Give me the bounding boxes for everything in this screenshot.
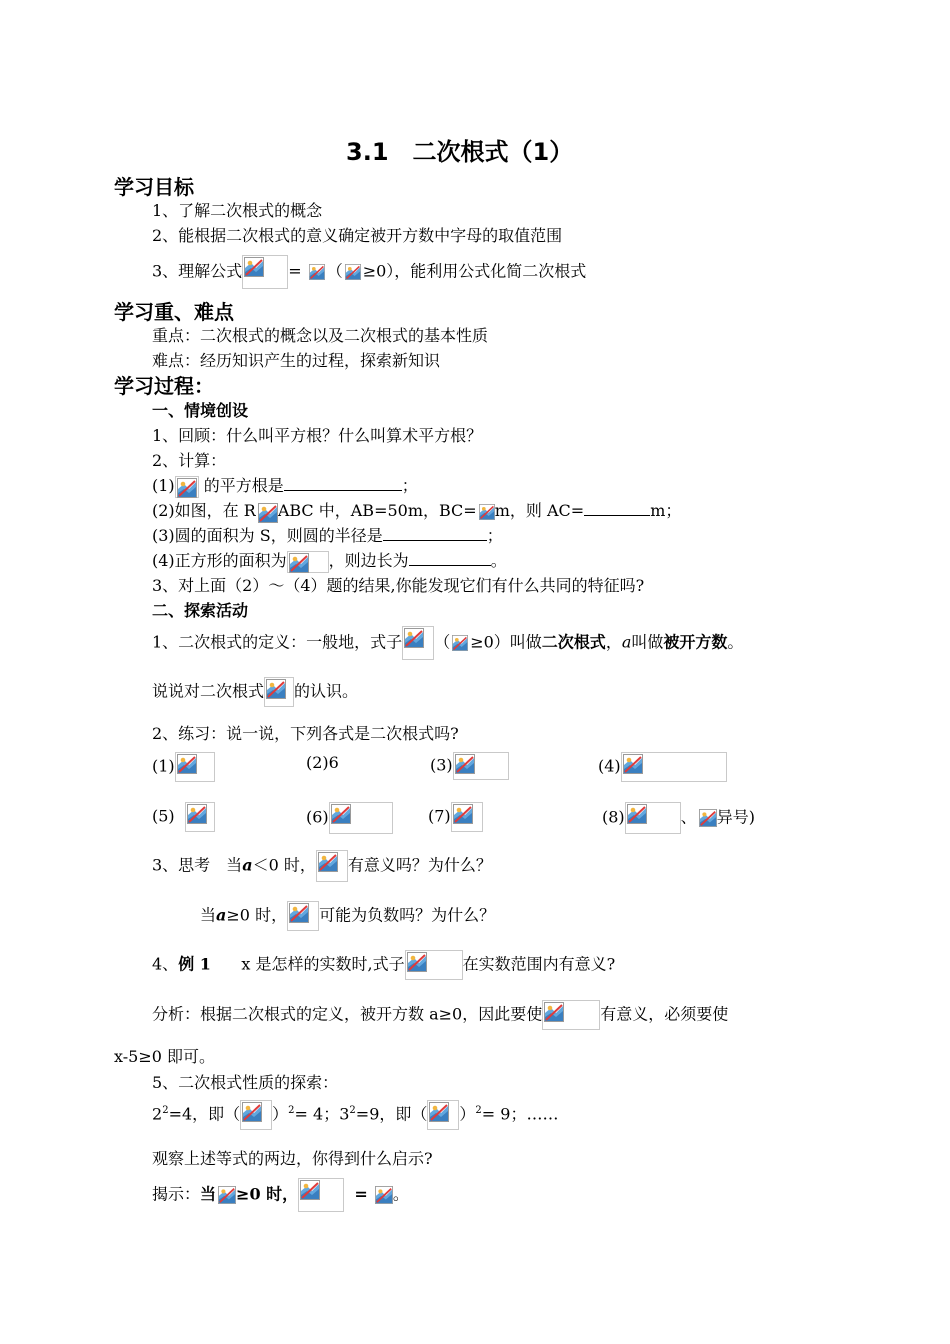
text: = [354, 1184, 368, 1204]
term-radical: 二次根式 [541, 632, 606, 652]
text: （ [326, 261, 343, 281]
text: 3、思考 当 [152, 855, 243, 875]
calc-item-4 [152, 549, 507, 573]
formula-image [697, 807, 717, 829]
formula-image [242, 255, 288, 289]
part-heading-explore: 二、探索活动 [152, 601, 249, 620]
text: 4、 [152, 954, 179, 974]
text: = [288, 261, 302, 281]
formula-image [450, 633, 470, 653]
question-1: 1、回顾：什么叫平方根？什么叫算术平方根？ [152, 426, 483, 445]
text: =4，即（ [168, 1104, 241, 1124]
answer-blank [409, 549, 491, 566]
example-1 [152, 950, 615, 980]
exercise-5 [152, 802, 215, 832]
formula-image [373, 1184, 393, 1206]
text: ＜0 时， [252, 855, 316, 875]
analysis-line-2: x-5≥0 即可。 [114, 1047, 216, 1066]
text: 说说对二次根式 [152, 681, 265, 701]
calc-item-1 [152, 474, 418, 498]
text: 2 [152, 1104, 163, 1124]
section-heading-keypoints: 学习重、难点 [114, 300, 234, 324]
variable-a: a [621, 632, 632, 652]
goal-item-1: 1、了解二次根式的概念 [152, 201, 323, 220]
question-3: 3、对上面（2）～（4）题的结果,你能发现它们有什么共同的特征吗? [152, 576, 645, 595]
text: (4) [598, 756, 621, 776]
section-heading-process: 学习过程： [114, 374, 214, 398]
exponent: 2 [349, 1105, 356, 1117]
formula-image [264, 677, 294, 707]
formula-image [402, 626, 434, 660]
formula-image [256, 501, 278, 523]
text: 1、二次根式的定义：一般地，式子 [152, 632, 403, 652]
variable-a: a [242, 855, 253, 875]
text: (1) [152, 476, 175, 495]
formula-image [451, 802, 483, 832]
analysis-line [152, 1000, 728, 1030]
exercise-2: (2)6 [306, 753, 339, 772]
text: 异号) [716, 807, 755, 827]
text: (3) [430, 755, 453, 775]
formula-image [287, 901, 319, 931]
text: 当 [200, 905, 217, 925]
text: 、 [680, 807, 697, 827]
formula-image [287, 551, 329, 573]
exercise-7 [428, 802, 483, 832]
formula-image [477, 502, 495, 522]
text: ≥0），能利用公式化简二次根式 [362, 261, 587, 281]
formula-image [185, 802, 215, 832]
formula-image [240, 1100, 272, 1130]
text: (8) [602, 807, 625, 827]
text: 。 [392, 1184, 409, 1204]
square-examples [152, 1100, 558, 1130]
variable-a: a [216, 905, 227, 925]
page-title: 3.1 二次根式（1） [346, 138, 574, 166]
text: 的认识。 [294, 681, 359, 701]
formula-image [175, 476, 199, 498]
text: = 4；3 [294, 1104, 350, 1124]
text: (6) [306, 807, 329, 827]
term-radicand: 被开方数 [663, 632, 728, 652]
exercise-1 [152, 752, 215, 782]
text: 分析：根据二次根式的定义，被开方数 a≥0，因此要使 [152, 1004, 543, 1024]
text: ABC 中，AB=50m，BC= [277, 501, 477, 520]
text: 叫做 [631, 632, 664, 652]
formula-image [427, 1100, 459, 1130]
answer-blank [383, 524, 487, 541]
exponent: 2 [475, 1105, 482, 1117]
text: (3)圆的面积为 S，则圆的半径是 [152, 526, 383, 545]
reveal-line [152, 1178, 409, 1212]
exercise-6 [306, 802, 393, 834]
text: ≥0 时， [226, 905, 288, 925]
calc-item-3 [152, 524, 503, 547]
definition-line: 1、二次根式的定义：一般地，式子 （ ≥0）叫做二次根式，a叫做被开方数。 [152, 626, 743, 660]
text: 在实数范围内有意义? [462, 954, 616, 974]
goal-item-3 [152, 255, 586, 289]
text: (5) [152, 806, 175, 826]
example-label: 例 1 [178, 954, 211, 974]
exercise-4 [598, 752, 727, 782]
answer-blank [284, 474, 402, 491]
talk-line [152, 677, 358, 707]
text: (1) [152, 756, 175, 776]
key-point: 重点：二次根式的概念以及二次根式的基本性质 [152, 326, 489, 345]
text: (7) [428, 806, 451, 826]
text: (2)如图，在 R [152, 501, 256, 520]
formula-image [316, 850, 348, 882]
text: =9，即（ [355, 1104, 428, 1124]
text: x 是怎样的实数时,式子 [241, 954, 405, 974]
exercise-8 [602, 802, 755, 834]
observe-line: 观察上述等式的两边，你得到什么启示? [152, 1149, 433, 1168]
think-line-1 [152, 850, 492, 882]
formula-image [621, 752, 727, 782]
exponent: 2 [162, 1105, 169, 1117]
text: 揭示： [152, 1184, 201, 1204]
section-heading-goals: 学习目标 [114, 175, 194, 199]
text: ） [459, 1104, 476, 1124]
formula-image [216, 1184, 236, 1206]
text: 3、理解公式 [152, 261, 243, 281]
text: m，则 AC= [494, 501, 585, 520]
formula-image [542, 1000, 600, 1030]
text: 有意义，必须要使 [600, 1004, 729, 1024]
calc-item-2 [152, 499, 681, 523]
answer-blank [584, 499, 650, 516]
formula-image [405, 950, 463, 980]
formula-image [343, 262, 363, 282]
text: (4)正方形的面积为 [152, 551, 287, 570]
text: = 9；…… [481, 1104, 559, 1124]
formula-image [625, 802, 681, 834]
formula-image [298, 1178, 344, 1212]
text: m； [650, 501, 682, 520]
text: ≥0 时， [236, 1184, 299, 1204]
text: ） [272, 1104, 289, 1124]
text: ； [486, 526, 503, 545]
text: 有意义吗？为什么？ [347, 855, 492, 875]
text: 当 [200, 1184, 217, 1204]
formula-image [329, 802, 393, 834]
formula-image [175, 752, 215, 782]
formula-image [453, 752, 509, 780]
text: ， [605, 632, 622, 652]
property-title: 5、二次根式性质的探索： [152, 1073, 339, 1092]
text: ，则边长为 [328, 551, 409, 570]
difficult-point: 难点：经历知识产生的过程，探索新知识 [152, 351, 441, 370]
exercise-3 [430, 752, 509, 780]
formula-image [307, 262, 327, 282]
text: 。 [490, 551, 507, 570]
goal-item-2: 2、能根据二次根式的意义确定被开方数中字母的取值范围 [152, 226, 563, 245]
part-heading-scenario: 一、情境创设 [152, 401, 249, 420]
exercise-title: 2、练习：说一说，下列各式是二次根式吗? [152, 724, 459, 743]
question-2: 2、计算： [152, 451, 227, 470]
text: 可能为负数吗？为什么？ [319, 905, 496, 925]
text: ≥0）叫做 [470, 632, 542, 652]
text: ； [401, 476, 418, 495]
text: 。 [727, 632, 744, 652]
text: 的平方根是 [198, 476, 284, 495]
think-line-2 [200, 901, 495, 931]
exponent: 2 [288, 1105, 295, 1117]
